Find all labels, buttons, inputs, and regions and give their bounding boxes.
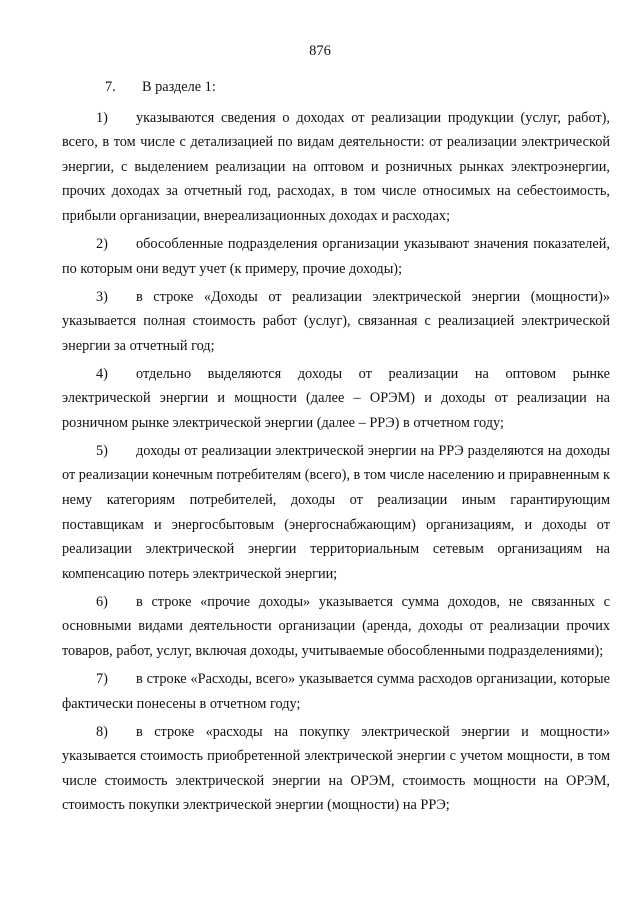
document-body [62, 75, 610, 821]
item-text: обособленные подразделения организации указывают значения показателей, по которым они ведут учет (к примеру, прочие доходы); [62, 235, 610, 277]
list-item [62, 285, 610, 359]
item-text: доходы от реализации электрической энергии на РРЭ разделяются на доходы от реализации конечным потребителям (всего), в том числе населению и приравненным к нему категориям потребителей, доходы от реализации иным гарантирующим поставщикам и энергосбытовым (энергоснабжающим) организациям, и доходы от реализации электрической энергии территориальным сетевым организациям на компенсацию потерь электрической энергии; [62, 442, 610, 582]
item-number: 6) [96, 593, 108, 610]
list-item [62, 590, 610, 664]
item-text: отдельно выделяются доходы от реализации на оптовом рынке электрической энергии и мощности (далее – ОРЭМ) и доходы от реализации на розничном рынке электрической энергии (далее – РРЭ) в отчетном году; [62, 365, 610, 431]
item-number: 8) [96, 723, 108, 740]
list-item [62, 720, 610, 818]
item-text: в строке «расходы на покупку электрической энергии и мощности» указывается стоимость приобретенной электрической энергии с учетом мощности, в том числе стоимость электрической энергии на ОРЭМ, стоимость мощности на ОРЭМ, стоимость покупки электрической энергии (мощности) на РРЭ; [62, 723, 610, 814]
list-item [62, 362, 610, 436]
item-number: 2) [96, 235, 108, 252]
item-text: в строке «прочие доходы» указывается сумма доходов, не связанных с основными видами деятельности организации (аренда, доходы от реализации прочих товаров, работ, услуг, включая доходы, учитываемые обособленными подразделениями); [62, 593, 610, 660]
list-item [62, 439, 610, 587]
section-title: В разделе 1: [142, 79, 216, 95]
item-number: 1) [96, 109, 108, 126]
list-item [62, 667, 610, 716]
item-number: 3) [96, 288, 108, 305]
item-text: указываются сведения о доходах от реализации продукции (услуг, работ), всего, в том числе с детализацией по видам деятельности: от реализации электрической энергии, с выделением реализации на оптовом и розничных рынках электроэнергии, прочих доходах за отчетный год, расходах, в том числе относимых на себестоимость, прибыли организации, внереализационных доходах и расходах; [62, 109, 610, 224]
list-item [62, 106, 610, 229]
section-heading [62, 75, 610, 100]
page-number: 876 [309, 43, 331, 59]
item-number: 5) [96, 442, 108, 459]
item-text: в строке «Расходы, всего» указывается сумма расходов организации, которые фактически понесены в отчетном году; [62, 671, 610, 712]
section-number: 7. [105, 79, 116, 95]
item-number: 7) [96, 671, 108, 687]
list-item [62, 232, 610, 281]
item-number: 4) [96, 365, 108, 382]
item-text: в строке «Доходы от реализации электрической энергии (мощности)» указывается полная стоимость работ (услуг), связанная с реализацией электрической энергии за отчетный год; [62, 288, 610, 354]
